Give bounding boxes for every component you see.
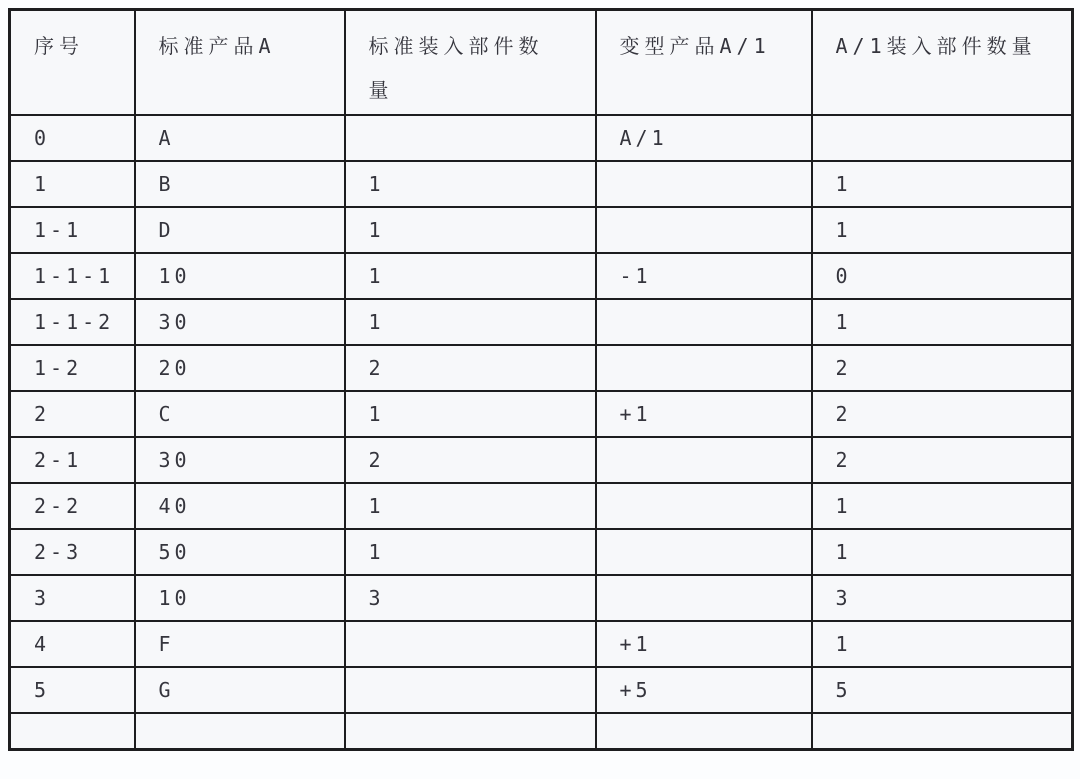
table-cell xyxy=(596,437,812,483)
table-cell: 2-1 xyxy=(10,437,135,483)
table-row xyxy=(10,207,1073,253)
table-cell xyxy=(596,529,812,575)
table-cell: 1 xyxy=(812,483,1073,529)
table-cell: +1 xyxy=(596,621,812,667)
table-cell: 2 xyxy=(812,437,1073,483)
table-cell xyxy=(596,483,812,529)
table-row xyxy=(10,161,1073,207)
table-cell: 30 xyxy=(135,299,345,345)
table-cell: 20 xyxy=(135,345,345,391)
table-cell: 4 xyxy=(10,621,135,667)
table-row xyxy=(10,391,1073,437)
table-cell: 1-1-1 xyxy=(10,253,135,299)
table-cell: 3 xyxy=(345,575,596,621)
table-cell xyxy=(135,713,345,750)
bom-comparison-table xyxy=(8,8,1074,751)
table-cell: 3 xyxy=(812,575,1073,621)
table-cell: 2 xyxy=(812,391,1073,437)
header-label: A/1装入部件数量 xyxy=(835,34,1037,58)
table-cell xyxy=(596,345,812,391)
header-cell-standard-product-a xyxy=(135,10,345,116)
table-cell: G xyxy=(135,667,345,713)
table-row xyxy=(10,253,1073,299)
table-cell: 0 xyxy=(812,253,1073,299)
table-cell xyxy=(812,115,1073,161)
table-cell: 2-3 xyxy=(10,529,135,575)
table-cell: 5 xyxy=(812,667,1073,713)
table-row xyxy=(10,115,1073,161)
table-cell: +1 xyxy=(596,391,812,437)
table-cell: 2 xyxy=(812,345,1073,391)
table-cell: 1 xyxy=(345,483,596,529)
table-cell: 1 xyxy=(812,621,1073,667)
table-cell xyxy=(596,713,812,750)
table-body xyxy=(10,115,1073,750)
table-cell: 10 xyxy=(135,575,345,621)
table-cell: 50 xyxy=(135,529,345,575)
table-row xyxy=(10,529,1073,575)
table-cell: 1 xyxy=(812,529,1073,575)
table-cell xyxy=(812,713,1073,750)
table-cell: D xyxy=(135,207,345,253)
table-cell: 1 xyxy=(345,253,596,299)
table-cell: 1-1 xyxy=(10,207,135,253)
table-cell: 30 xyxy=(135,437,345,483)
table-cell: B xyxy=(135,161,345,207)
table-cell: 40 xyxy=(135,483,345,529)
table-cell: +5 xyxy=(596,667,812,713)
table-row xyxy=(10,483,1073,529)
table-cell: A/1 xyxy=(596,115,812,161)
table-cell: 1 xyxy=(345,391,596,437)
header-label: 序号 xyxy=(34,34,84,58)
header-label: 变型产品A/1 xyxy=(619,34,771,58)
table-cell: 1 xyxy=(10,161,135,207)
bom-table-container xyxy=(8,8,1074,751)
table-cell: 5 xyxy=(10,667,135,713)
table-header xyxy=(10,10,1073,116)
table-row xyxy=(10,345,1073,391)
table-cell: F xyxy=(135,621,345,667)
table-row xyxy=(10,621,1073,667)
table-cell: 1 xyxy=(345,207,596,253)
table-cell xyxy=(596,575,812,621)
table-cell xyxy=(596,161,812,207)
table-cell: 3 xyxy=(10,575,135,621)
table-cell: 2-2 xyxy=(10,483,135,529)
table-cell xyxy=(345,713,596,750)
table-cell: 2 xyxy=(10,391,135,437)
header-cell-a1-installed-qty xyxy=(812,10,1073,116)
table-cell: 2 xyxy=(345,345,596,391)
table-row xyxy=(10,437,1073,483)
table-cell: 1 xyxy=(812,161,1073,207)
table-row xyxy=(10,667,1073,713)
header-cell-variant-product-a1 xyxy=(596,10,812,116)
table-cell: 1 xyxy=(812,299,1073,345)
table-cell xyxy=(345,667,596,713)
table-cell: 1 xyxy=(812,207,1073,253)
table-cell xyxy=(345,621,596,667)
header-cell-serial-number xyxy=(10,10,135,116)
table-cell: 10 xyxy=(135,253,345,299)
table-cell: 1 xyxy=(345,299,596,345)
table-cell xyxy=(596,207,812,253)
table-row xyxy=(10,713,1073,750)
header-cell-standard-installed-qty xyxy=(345,10,596,116)
table-cell: 1 xyxy=(345,529,596,575)
table-cell xyxy=(10,713,135,750)
table-cell: C xyxy=(135,391,345,437)
table-cell: 1-2 xyxy=(10,345,135,391)
table-cell: 1 xyxy=(345,161,596,207)
table-cell xyxy=(345,115,596,161)
table-row xyxy=(10,299,1073,345)
table-row xyxy=(10,575,1073,621)
header-row xyxy=(10,10,1073,116)
table-cell: A xyxy=(135,115,345,161)
table-cell: -1 xyxy=(596,253,812,299)
table-cell: 1-1-2 xyxy=(10,299,135,345)
table-cell xyxy=(596,299,812,345)
header-label: 标准装入部件数量 xyxy=(368,34,544,102)
header-label: 标准产品A xyxy=(158,34,276,58)
table-cell: 2 xyxy=(345,437,596,483)
table-cell: 0 xyxy=(10,115,135,161)
